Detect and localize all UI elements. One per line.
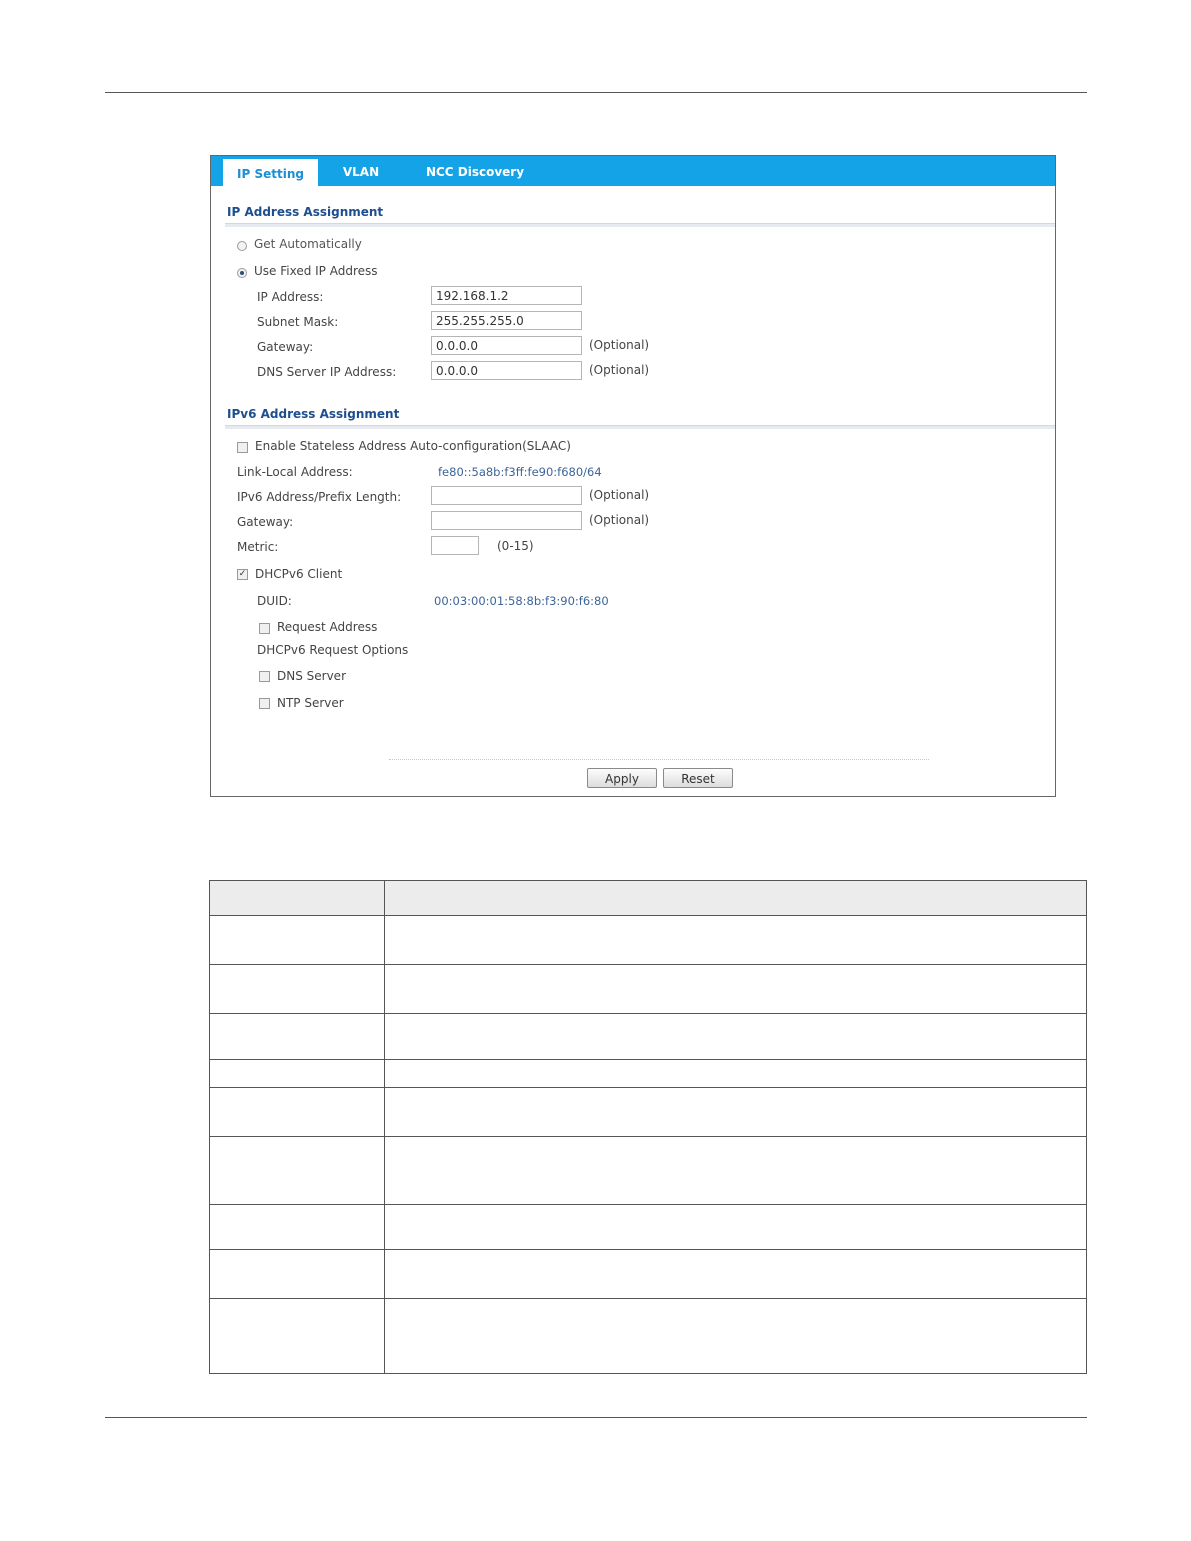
bottom-rule [105, 1417, 1087, 1418]
table-cell-label [210, 1205, 385, 1250]
ipv4-section-divider [225, 223, 1055, 227]
table-cell-label [210, 916, 385, 965]
table-header-row [210, 881, 1087, 916]
tab-ip-setting[interactable]: IP Setting [223, 159, 318, 186]
dns-optional-hint: (Optional) [589, 363, 650, 377]
table-cell-description [385, 1137, 1087, 1205]
ipv6-section-title: IPv6 Address Assignment [227, 407, 400, 421]
metric-label: Metric: [237, 540, 279, 554]
tab-vlan[interactable]: VLAN [342, 165, 380, 179]
table-cell-description [385, 1060, 1087, 1088]
gateway-input[interactable] [431, 336, 582, 355]
table-row [210, 1060, 1087, 1088]
table-cell-description [385, 1299, 1087, 1374]
table-cell-description [385, 1250, 1087, 1299]
ipv4-section-title: IP Address Assignment [227, 205, 384, 219]
dhcpv6-request-options-label: DHCPv6 Request Options [257, 643, 409, 657]
apply-button[interactable]: Apply [587, 768, 657, 788]
tab-ncc-discovery[interactable]: NCC Discovery [425, 165, 525, 179]
table-cell-description [385, 1088, 1087, 1137]
table-cell-description [385, 1014, 1087, 1060]
dhcpv6-client-label: DHCPv6 Client [255, 567, 343, 581]
table-row [210, 1299, 1087, 1374]
table-row [210, 916, 1087, 965]
link-local-label: Link-Local Address: [237, 465, 353, 479]
table-cell-label [210, 1088, 385, 1137]
ipv6-section-divider [225, 425, 1055, 429]
table-row [210, 965, 1087, 1014]
table-cell-label [210, 1060, 385, 1088]
request-address-checkbox[interactable] [259, 623, 270, 634]
ntp-server-checkbox[interactable] [259, 698, 270, 709]
table-row [210, 1250, 1087, 1299]
ipv6-prefix-optional-hint: (Optional) [589, 488, 650, 502]
table-cell-label [210, 1250, 385, 1299]
ipv6-gateway-input[interactable] [431, 511, 582, 530]
tab-bar [211, 156, 1055, 186]
ip-address-input[interactable] [431, 286, 582, 305]
get-automatically-radio[interactable] [237, 241, 247, 251]
table-row [210, 1137, 1087, 1205]
table-cell-label [210, 965, 385, 1014]
duid-label: DUID: [257, 594, 292, 608]
top-rule [105, 92, 1087, 93]
dns-server-input[interactable] [431, 361, 582, 380]
get-automatically-label: Get Automatically [254, 237, 362, 251]
ipv6-prefix-label: IPv6 Address/Prefix Length: [237, 490, 402, 504]
dns-server-checkbox[interactable] [259, 671, 270, 682]
table-row [210, 1014, 1087, 1060]
request-address-label: Request Address [277, 620, 378, 634]
table-cell-description [385, 916, 1087, 965]
gateway-label: Gateway: [257, 340, 314, 354]
table-header-description [385, 881, 1087, 916]
dns-server-option-label: DNS Server [277, 669, 346, 683]
table-cell-label [210, 1014, 385, 1060]
table-cell-label [210, 1137, 385, 1205]
table-cell-description [385, 965, 1087, 1014]
metric-input[interactable] [431, 536, 479, 555]
button-divider [389, 759, 929, 760]
ipv6-gateway-optional-hint: (Optional) [589, 513, 650, 527]
table-row [210, 1205, 1087, 1250]
ip-setting-panel [210, 155, 1056, 797]
slaac-checkbox[interactable] [237, 442, 248, 453]
dns-server-label: DNS Server IP Address: [257, 365, 397, 379]
duid-value: 00:03:00:01:58:8b:f3:90:f6:80 [434, 594, 609, 608]
ipv6-gateway-label: Gateway: [237, 515, 294, 529]
dhcpv6-client-checkbox[interactable]: ✓ [238, 569, 247, 579]
use-fixed-ip-radio[interactable] [237, 268, 247, 278]
subnet-mask-input[interactable] [431, 311, 582, 330]
subnet-mask-label: Subnet Mask: [257, 315, 339, 329]
ipv6-prefix-input[interactable] [431, 486, 582, 505]
table-row [210, 1088, 1087, 1137]
table-header-label [210, 881, 385, 916]
use-fixed-ip-label: Use Fixed IP Address [254, 264, 378, 278]
reset-button[interactable]: Reset [663, 768, 733, 788]
ip-address-label: IP Address: [257, 290, 324, 304]
table-cell-description [385, 1205, 1087, 1250]
slaac-label: Enable Stateless Address Auto-configuration(SLAAC) [255, 439, 571, 453]
link-local-value: fe80::5a8b:f3ff:fe90:f680/64 [438, 465, 602, 479]
table-cell-label [210, 1299, 385, 1374]
metric-range-hint: (0-15) [497, 539, 534, 553]
gateway-optional-hint: (Optional) [589, 338, 650, 352]
description-table [209, 880, 1087, 1374]
ntp-server-option-label: NTP Server [277, 696, 344, 710]
